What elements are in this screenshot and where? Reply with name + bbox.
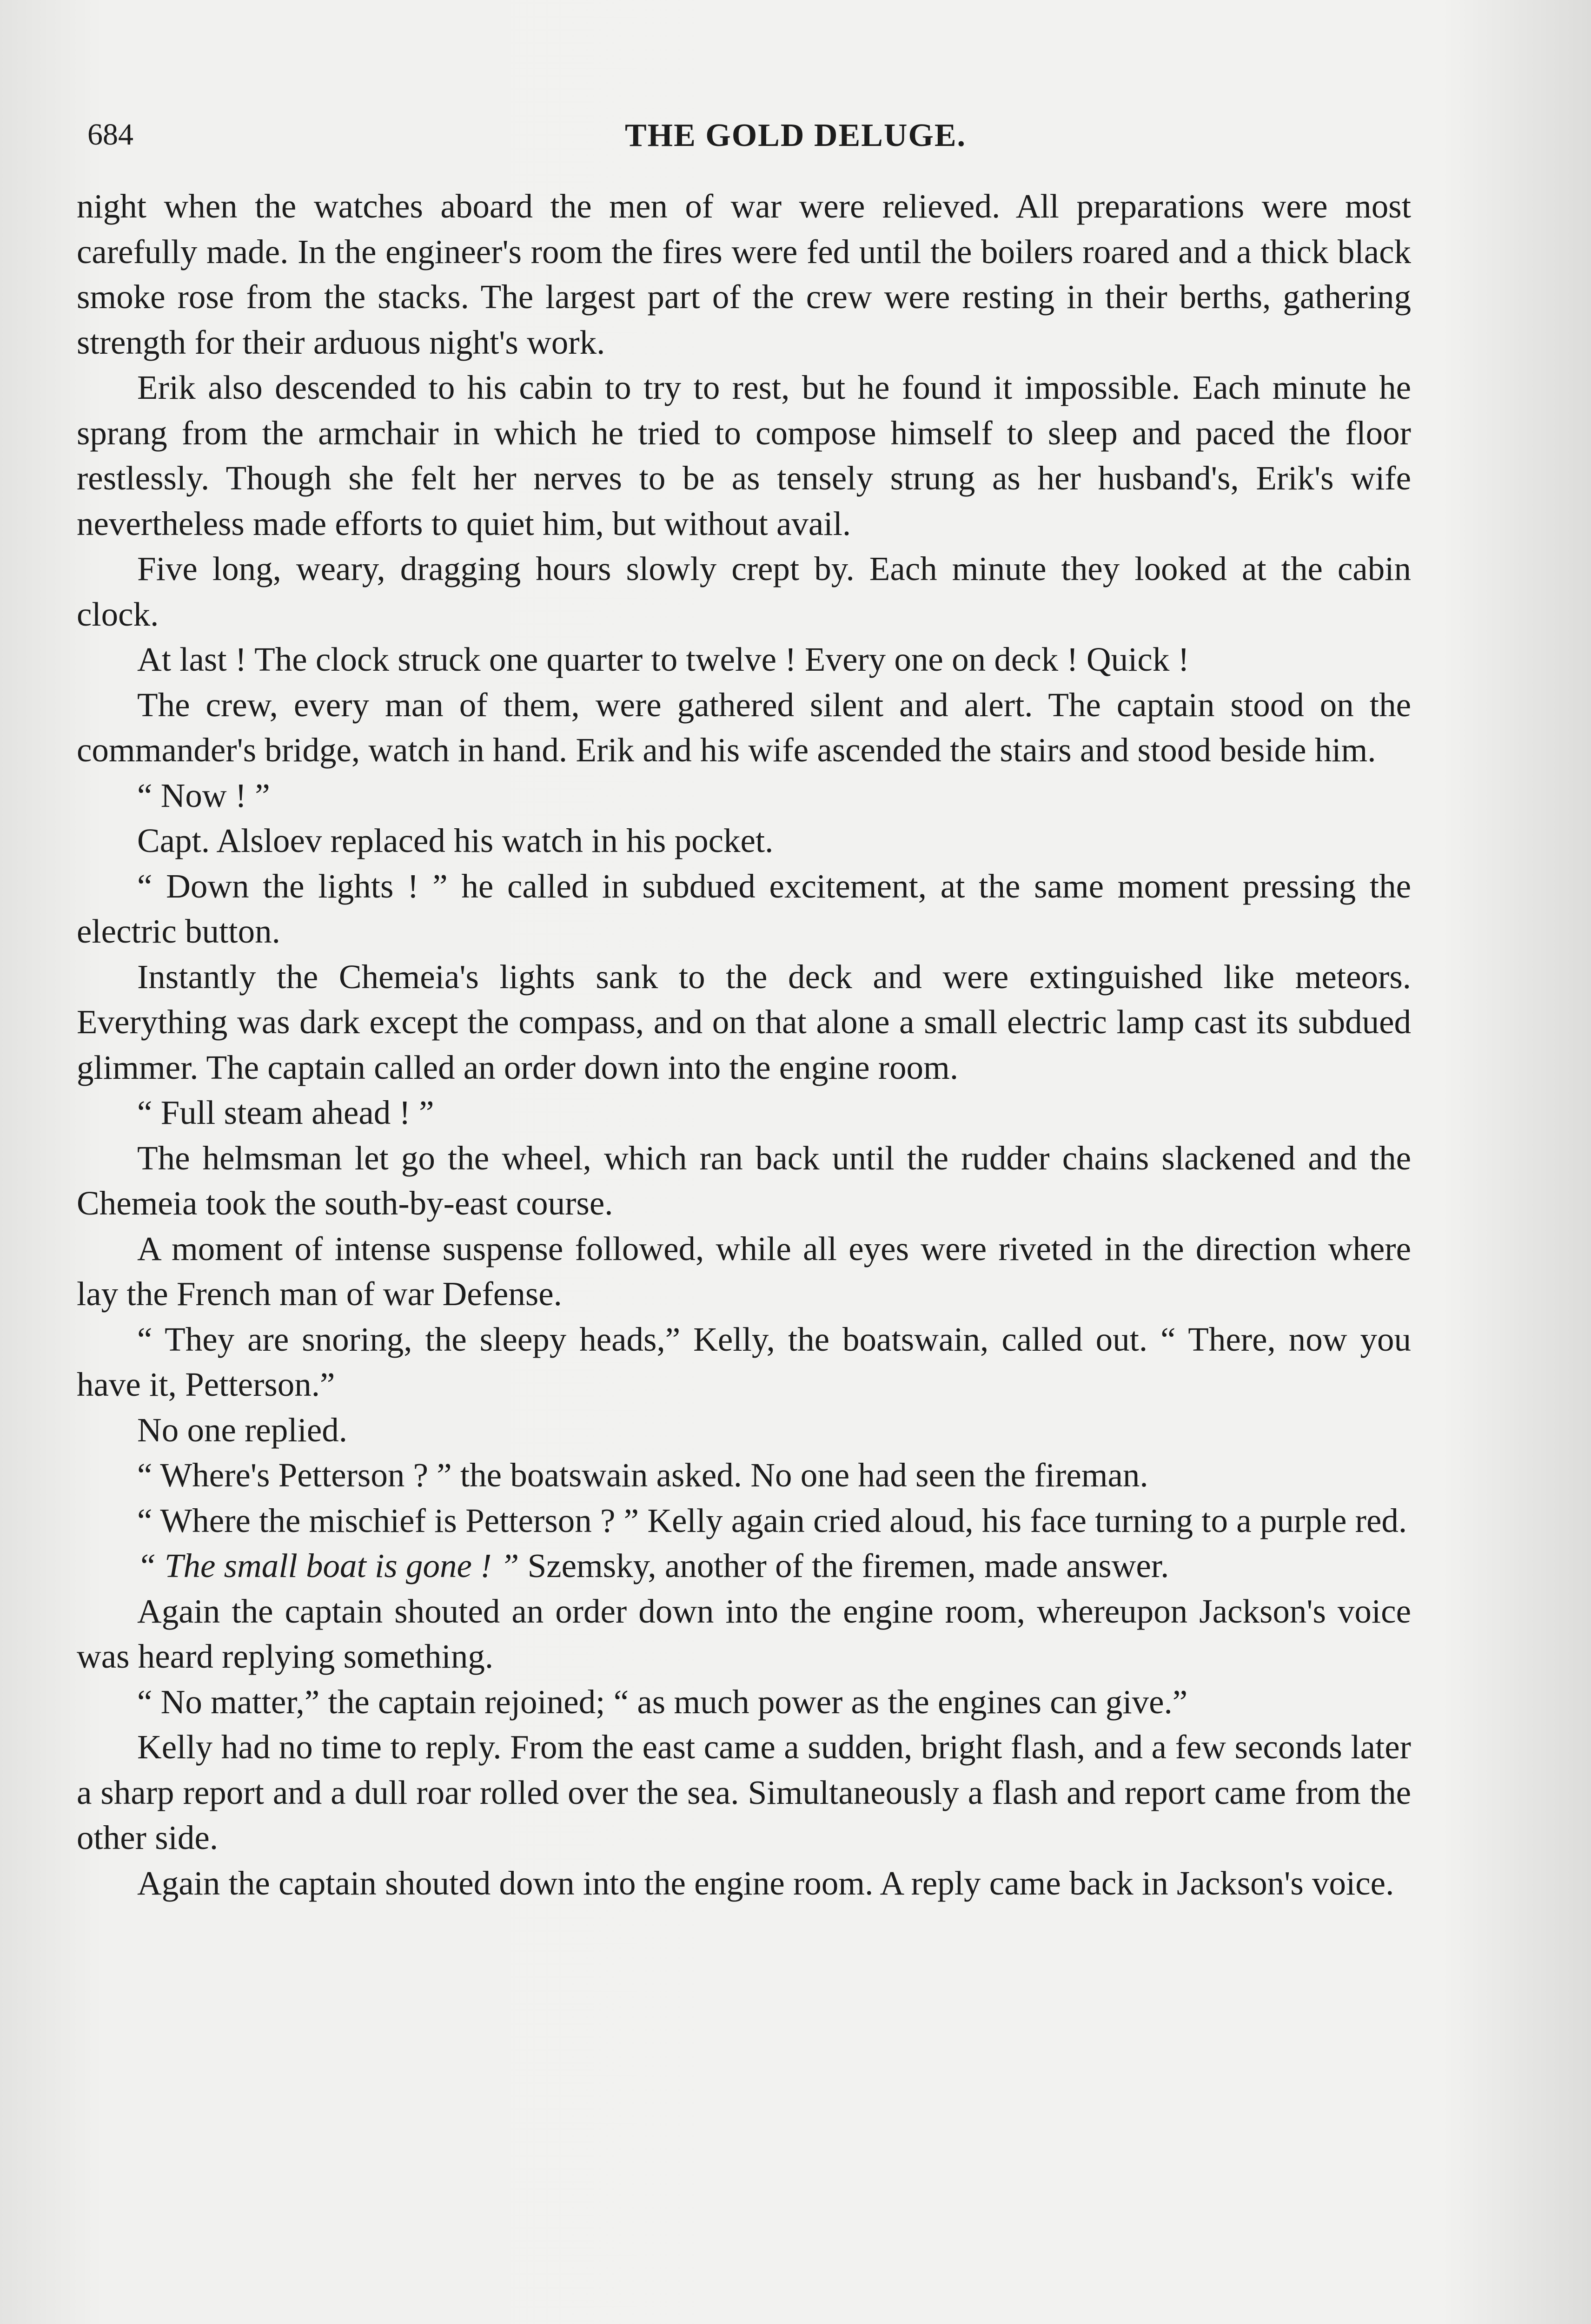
paragraph: Again the captain shouted an order down into the engine room, whereupon Jackson's voice was heard replying something. — [77, 1592, 1411, 1675]
paragraph: Instantly the Chemeia's lights sank to the deck and were extinguished like meteors. Everything was dark except the compass, and on that alone a small electric lamp cast its subdued glimmer. The captain called an order down into the engine room. — [77, 957, 1411, 1086]
body-text — [77, 184, 1411, 1906]
paragraph-rest: Szemsky, another of the firemen, made answer. — [527, 1547, 1169, 1585]
paragraph: Five long, weary, dragging hours slowly crept by. Each minute they looked at the cabin clock. — [77, 550, 1411, 633]
paragraph: “ Where's Petterson ? ” the boatswain asked. No one had seen the fireman. — [137, 1456, 1148, 1494]
paragraph: The helmsman let go the wheel, which ran back until the rudder chains slackened and the Chemeia took the south-by-east course. — [77, 1139, 1411, 1222]
page-header — [74, 111, 1442, 162]
page-number: 684 — [87, 118, 133, 152]
paragraph: “ Full steam ahead ! ” — [137, 1094, 434, 1131]
paragraph — [77, 1543, 1411, 1589]
paragraph: Again the captain shouted down into the engine room. A reply came back in Jackson's voice. — [137, 1864, 1394, 1902]
italic-quote: “ The small boat is gone ! ” — [137, 1547, 528, 1585]
paragraph: “ Where the mischief is Petterson ? ” Kelly again cried aloud, his face turning to a purple red. — [137, 1501, 1407, 1539]
paragraph: No one replied. — [137, 1411, 348, 1449]
paragraph: At last ! The clock struck one quarter to twelve ! Every one on deck ! Quick ! — [137, 640, 1189, 678]
paragraph: “ They are snoring, the sleepy heads,” Kelly, the boatswain, called out. “ There, now you have it, Petterson.” — [77, 1320, 1411, 1403]
paragraph: “ Down the lights ! ” he called in subdued excitement, at the same moment pressing the electric button. — [77, 867, 1411, 950]
paragraph: A moment of intense suspense followed, while all eyes were riveted in the direction where lay the French man of war Defense. — [77, 1229, 1411, 1313]
paragraph: night when the watches aboard the men of war were relieved. All preparations were most carefully made. In the engineer's room the fires were fed until the boilers roared and a thick black smoke rose from the stacks. The largest part of the crew were resting in their berths, gathering strength for their arduous night's work. — [77, 187, 1411, 361]
running-title: THE GOLD DELUGE. — [624, 118, 967, 153]
paragraph: The crew, every man of them, were gathered silent and alert. The captain stood on the commander's bridge, watch in hand. Erik and his wife ascended the stairs and stood beside him. — [77, 686, 1411, 769]
paragraph: Kelly had no time to reply. From the east came a sudden, bright flash, and a few seconds later a sharp report and a dull roar rolled over the sea. Simultaneously a flash and report came from the other side. — [77, 1728, 1411, 1856]
paragraph: Capt. Alsloev replaced his watch in his pocket. — [137, 822, 774, 859]
paragraph: “ Now ! ” — [137, 776, 270, 814]
paragraph: Erik also descended to his cabin to try to rest, but he found it impossible. Each minute he sprang from the armchair in which he tried to compose himself to sleep and paced the floor restlessly. Though she felt her nerves to be as tensely strung as her husband's, Erik's wife nevertheless made efforts to quiet him, but without avail. — [77, 369, 1411, 542]
paragraph: “ No matter,” the captain rejoined; “ as much power as the engines can give.” — [137, 1683, 1188, 1721]
